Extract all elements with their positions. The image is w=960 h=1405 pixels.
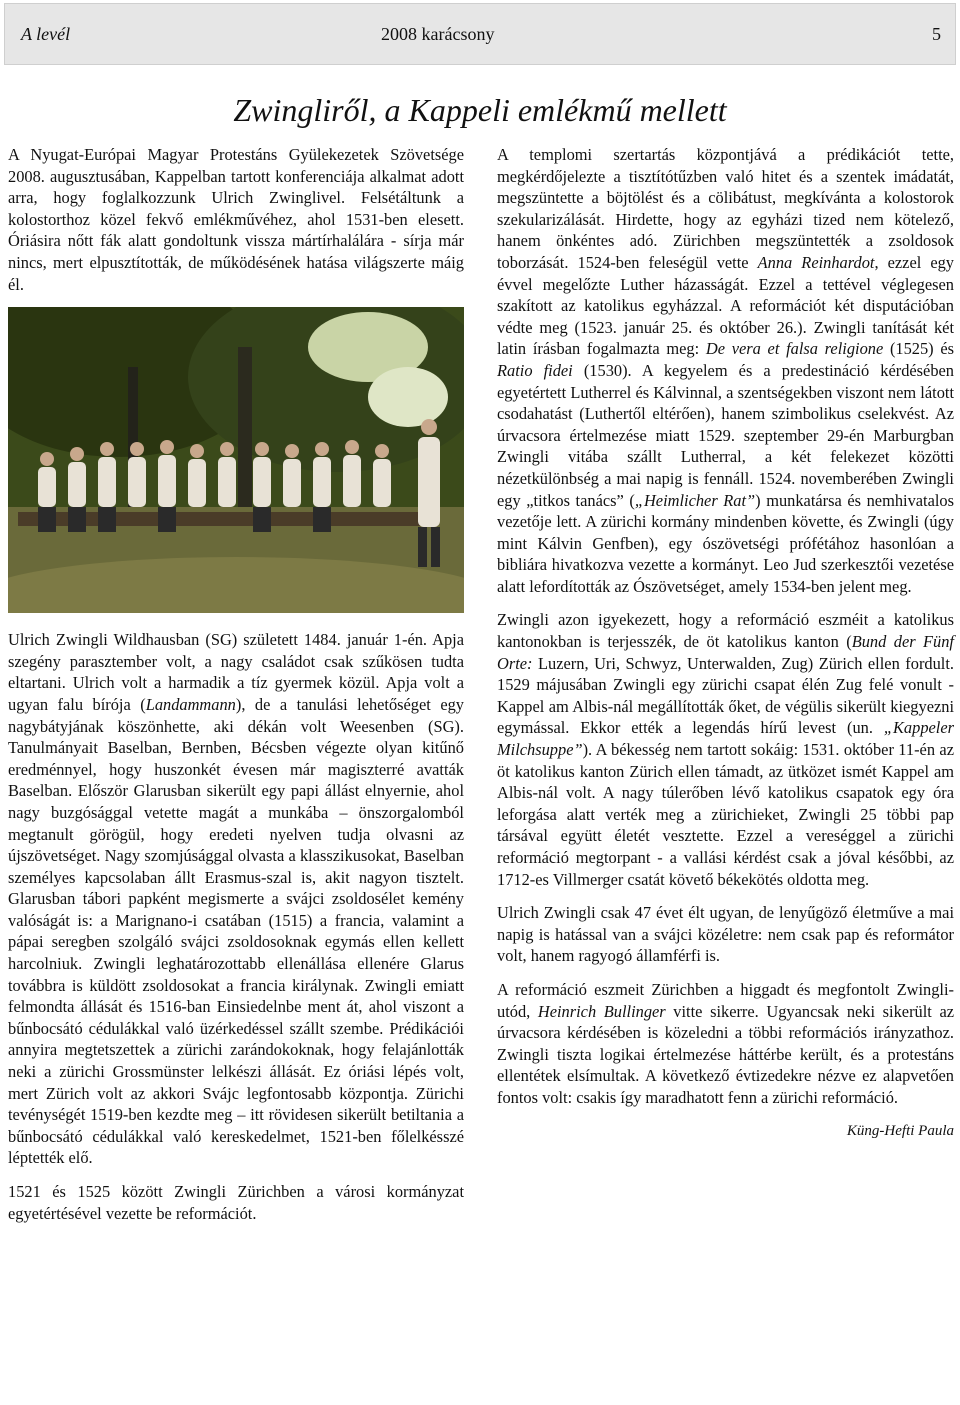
page-header — [4, 3, 956, 65]
author-signature: Küng-Hefti Paula — [846, 1122, 954, 1139]
legacy-paragraph: Ulrich Zwingli csak 47 évet élt ugyan, de lenyűgöző életműve a mai napig is hatással van a svájci közéletre: nem csak pap és reformátor volt, hanem ragyogó államférfi is. — [497, 903, 954, 966]
right-column — [497, 144, 954, 1142]
page-number: 5 — [932, 24, 941, 44]
issue-date: 2008 karácsony — [381, 24, 495, 44]
left-column — [8, 144, 464, 1236]
intro-paragraph: A Nyugat-Európai Magyar Protestáns Gyülekezetek Szövetsége 2008. augusztusában, Kappelban tartott konferenciája alkalmat adott arra, hogy foglalkozzunk Ulrich Zwinglivel. Felsétáltunk a kolostorthoz közel fekvő emlékművéhez, ahol 1531-ben elesett. Óriásira nőtt fák alatt gondoltunk vissza mártírhalálára - sírja már nincs, mert elpusztították, de működésének hatása világszerte máig él. — [8, 145, 464, 294]
biography-paragraph: Ulrich Zwingli Wildhausban (SG) született 1484. január 1-én. Apja szegény parasztember volt, a nagy családot csak szűkösen tudta eltartani. Ulrich volt a harmadik a tíz gyermek közül. Apja volt a ugyan falu bírója (Landammann), de a tanulási lehetőséget egy nagybátyjának köszönhette, aki dékán volt Weesenben (SG). Tanulmányait Baselban, Bernben, Bécsben végezte olyan kitűnő eredménnyel, hogy huszonkét évesen már magiszterré avatták Baselban. Először Glarusban sikerült egy papi állást elnyernie, ahol nagy buzgósággal vetette magát a munkába – önszorgalomból megtanult görögül, hogy eredeti nyelven tudja olvasni az újszövetséget. Nagy szomjúsággal olvasta a klasszikusokat, Baselban személyes kapcsolaban állt Erasmus-szal is, akit nagyon tisztelt. Glarusban tábori papként megismerte a svájci zsoldosélet kemény valóságát is: a Marignano-i csatában (1515) a francia, valamint a pápai seregben szolgáló svájci zsoldosoknak egymás ellen kellett harcolniuk. Zwingli leghatározottabb ellenállása ellenére Glarus továbbra is küldött zsoldosokat a francia királynak. Zwingli emiatt felmondta állását és 1516-ban Einsiedelnbe ment át, ahol viszont a bűnbocsátó cédulákkal való üzérkedéssel szállt szembe. Prédikációi annyira megtetszettek a zürichi zarándokoknak, hogy felajánlották neki a zürichi Grossmünster lelkészi állását. Ez óriási lépés volt, mert Zürich volt az akkori Svájc legfontosabb központja. Zürichi tevénységét 1519-ben kezdte meg – itt rövidesen sikerült betiltania a bűnbocsátó cédulákkal való kereskedelmet, 1521-ben főlelkésszé léptették elő. — [8, 630, 464, 1168]
publication-name: A levél — [21, 24, 71, 44]
reformation-intro-paragraph: 1521 és 1525 között Zwingli Zürichben a városi kormányzat egyetértésével vezette be reformációt. — [8, 1182, 464, 1223]
bullinger-paragraph: A reformáció eszmeit Zürichben a higgadt és megfontolt Zwingli-utód, Heinrich Bullinger vitte sikerre. Ugyancsak neki sikerült az úrvacsora kérdésében is közeledni a többi reformációs irányzathoz. Zwingli tiszta logikai értelmezése háttérbe került, és a protestáns ellentétek elsímultak. A következő évtizedekre nézve ez alapvetően fontos volt: csakis így maradhatott fenn a zürichi reformáció. — [497, 979, 955, 1107]
kappel-war-paragraph: Zwingli azon igyekezett, hogy a reformáció eszméit a katolikus kantonokban is terjesszék, de öt katolikus kanton (Bund der Fünf Orte: Luzern, Uri, Schwyz, Unterwalden, Zug) Zürich ellen fordult. 1529 májusában Zwingli egy zürichi csapat élén Zug felé vonult - Kappel am Albis-nál megállították őket, de végülis sikerült kiegyezni egymással. Ekkor ették a legendás hírű levest (un. „Kappeler Milchsuppe”). A békesség nem tartott sokáig: 1531. október 11-én az öt katolikus kanton Zürich ellen támadt, az ütközet ismét Kappel am Albis-nál volt. A nagy túlerőben lévő katolikus csapatok egy óra leforgása alatt verték meg a zürichieket, Zwingli 25 többi pap társával együtt életét vesztette. Ezzel a vereséggel a zürichi reformáció megtorpant - a vallási kérdést csak a jóval későbbi, az 1712-es Villmerger csatát követő békekötés oldotta meg. — [497, 610, 954, 889]
reforms-paragraph: A templomi szertartás központjává a prédikációt tette, megkérdőjelezte a tisztítótűzben való hitet és a szentek imádatát, megszüntette a böjtölést és a cölibátust, megkívánta a kolostorok szekularizálását. Hirdette, hogy az egyházi tized nem kötelező, hanem önkéntes adó. Zürichben megszüntették a zsoldosok toborzását. 1524-ben feleségül vette Anna Reinhardot, ezzel egy évvel megelőzte Luther házasságát. Ezzel a tettével véglegesen szakított az katolikus egyházzal. A reformációt két disputációban védte meg (1523. január 25. és október 26.). Zwingli tanítását két latin írásban fogalmazta meg: De vera et falsa religione (1525) és Ratio fidei (1530). A kegyelem és a predestináció kérdésében egyetértett Lutherrel és Kálvinnal, a szentségekben viszont nem látott csodahatást (Luthertől eltérően), hanem szimbolikus cselekvést. Az úrvacsora értelmezése miatt 1529. szeptember 29-én Marburgban Zwingli vitába szállt Lutherral, a két felekezet közötti nézetkülönbség a mai napig is fennáll. 1524. novemberében Zwingli egy „titkos tanács” („Heimlicher Rat”) munkatársa és nemhivatalos vezetője lett. A zürichi kormány mindenben követte, és Zwingli (úgy mint Kálvin Genfben), egy ószövetségi prófétához hasonlóan a bibliára hivatkozva vezette a kormányt. Leo Jud szerkesztői vezetése alatt lefordították az Ószövetséget, amely 1534-ben jelent meg. — [497, 145, 955, 596]
article-title: Zwingliről, a Kappeli emlékmű mellett — [233, 92, 727, 128]
group-photo — [8, 307, 464, 613]
